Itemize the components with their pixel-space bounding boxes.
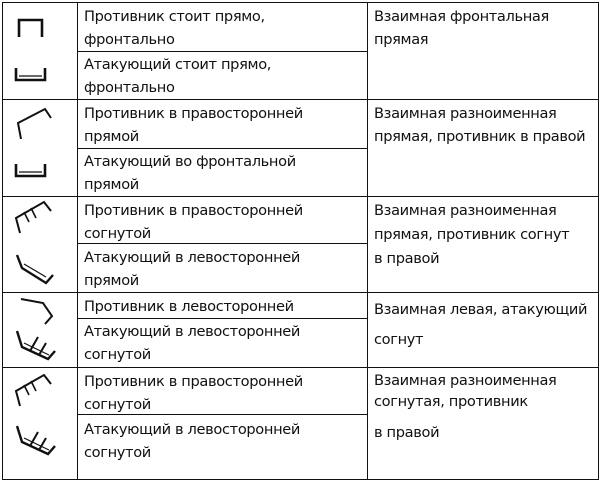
row-divider <box>2 99 599 100</box>
left-side-bent-stance-icon <box>14 418 58 456</box>
mutual-stance-text: Взаимная разноименная <box>374 372 557 389</box>
front-stance-bracket-icon <box>16 17 46 39</box>
attacker-text: Атакующий стоит прямо, <box>84 56 272 73</box>
half-row-divider <box>77 148 367 149</box>
front-stance-base-icon <box>14 66 48 84</box>
row-divider <box>2 367 599 368</box>
mutual-stance-text: прямая <box>374 31 429 48</box>
mutual-stance-text: согнутая, противник <box>374 393 528 410</box>
column-divider-icons <box>77 2 78 480</box>
attacker-text: согнутой <box>84 444 151 461</box>
attacker-text: Атакующий во фронтальной <box>84 153 296 170</box>
right-side-bent-stance-icon <box>14 372 58 408</box>
front-stance-base-icon <box>14 162 48 180</box>
opponent-text: согнутой <box>84 225 151 242</box>
attacker-text: прямой <box>84 176 139 193</box>
opponent-text: согнутой <box>84 396 151 413</box>
left-side-stance-icon <box>13 252 57 286</box>
right-side-stance-icon <box>16 106 56 140</box>
table-border-left <box>2 2 3 480</box>
left-side-bent-stance-icon <box>14 319 58 361</box>
opponent-text: Противник в левосторонней <box>84 298 294 315</box>
table-border-top <box>2 2 599 3</box>
opponent-text: Противник в правосторонней <box>84 105 303 122</box>
half-row-divider <box>77 318 367 319</box>
table-border-bottom <box>2 479 599 480</box>
mutual-stance-text: Взаимная разноименная <box>374 202 557 219</box>
opponent-text: прямой <box>84 128 139 145</box>
attacker-text: Атакующий в левосторонней <box>84 323 301 340</box>
mutual-stance-text: прямая, противник в правой <box>374 128 586 145</box>
row-divider <box>2 196 599 197</box>
mutual-stance-text: прямая, противник согнут <box>374 226 570 243</box>
attacker-text: Атакующий в левосторонней <box>84 421 301 438</box>
table-border-right <box>598 2 599 480</box>
column-divider-mutual <box>367 2 368 480</box>
mutual-stance-text: Взаимная левая, атакующий <box>374 301 588 318</box>
attacker-text: прямой <box>84 272 139 289</box>
right-side-bent-stance-icon <box>14 199 58 235</box>
mutual-stance-text: Взаимная фронтальная <box>374 8 549 25</box>
opponent-text: фронтально <box>84 31 175 48</box>
attacker-text: фронтально <box>84 79 175 96</box>
attacker-text: Атакующий в левосторонней <box>84 249 301 266</box>
mutual-stance-text: в правой <box>374 424 440 441</box>
mutual-stance-text: согнут <box>374 331 424 348</box>
opponent-text: Противник в правосторонней <box>84 202 303 219</box>
row-divider <box>2 292 599 293</box>
opponent-text: Противник стоит прямо, <box>84 8 265 25</box>
mutual-stance-text: в правой <box>374 250 440 267</box>
attacker-text: согнутой <box>84 346 151 363</box>
half-row-divider <box>77 51 367 52</box>
mutual-stance-text: Взаимная разноименная <box>374 105 557 122</box>
opponent-text: Противник в правосторонней <box>84 373 303 390</box>
